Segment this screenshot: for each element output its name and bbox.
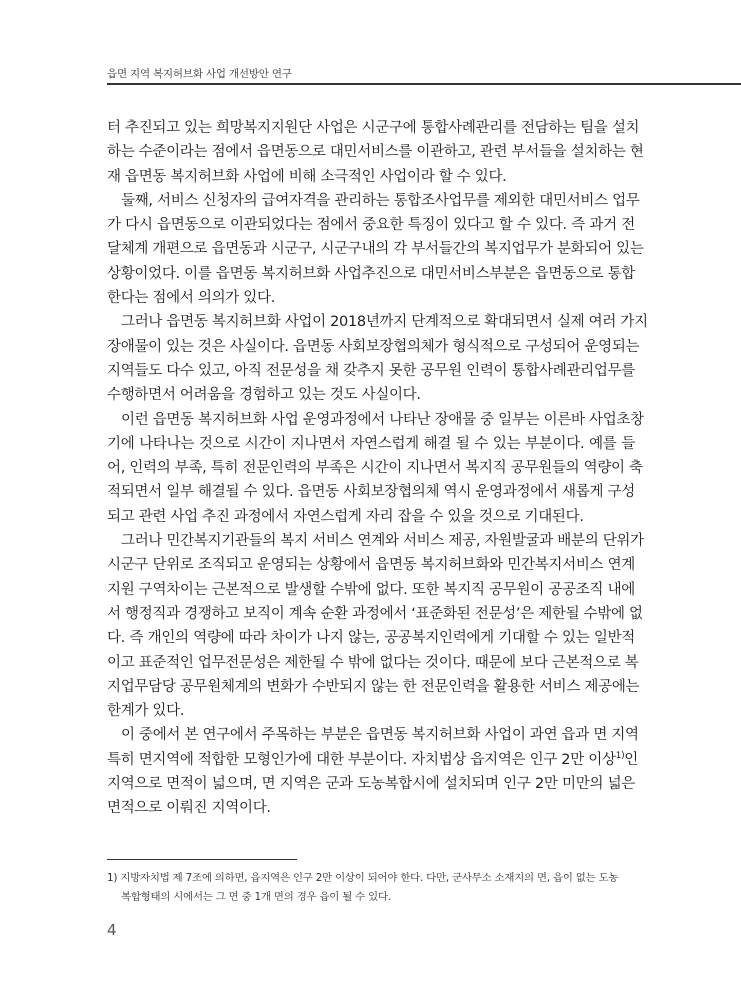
text-line: 그러나 민간복지기관들의 복지 서비스 연계와 서비스 제공, 자원발굴과 배분의 단위가 xyxy=(121,533,644,550)
footnote-line: 복합형태의 시에서는 그 면 중 1개 면의 경우 읍이 될 수 있다. xyxy=(121,891,391,903)
paragraph-5 xyxy=(107,529,644,723)
text-line xyxy=(107,748,639,772)
text-line: 적되면서 일부 해결될 수 있다. 읍면동 사회보장협의체 역시 운영과정에서 새롭게 구성 xyxy=(107,484,635,501)
text-line: 어, 인력의 부족, 특히 전문인력의 부족은 시간이 지나면서 복지직 공무원들의 역량이 축 xyxy=(107,460,643,477)
text-line: 장애물이 있는 것은 사실이다. 읍면동 사회보장협의체가 형식적으로 구성되어 운영되는 xyxy=(107,338,640,355)
footnote-marker: 1) xyxy=(107,872,118,884)
text-line: 한계가 있다. xyxy=(107,703,185,720)
text-line: 시군구 단위로 조직되고 운영되는 상황에서 읍면동 복지허브화와 민간복지서비스 연계 xyxy=(107,557,635,574)
text-line: 가 다시 읍면동으로 이관되었다는 점에서 중요한 특징이 있다고 할 수 있다. 즉 과거 전 xyxy=(107,217,635,234)
text-line: 하는 수준이라는 점에서 읍면동으로 대민서비스를 이관하고, 관련 부서들을 설치하는 현 xyxy=(107,144,644,161)
text-line: 상황이었다. 이를 읍면동 복지허브화 사업추진으로 대민서비스부분은 읍면동으로 통합 xyxy=(107,265,635,282)
paragraph-4 xyxy=(107,408,644,529)
footnote-text: 지방자치법 제 7조에 의하면, 읍지역은 인구 2만 이상이 되어야 한다. 다만, 군사무소 소재지의 면, 읍이 없는 도농 xyxy=(120,872,619,884)
text-line: 한다는 점에서 의의가 있다. xyxy=(107,290,276,307)
text-line: 이런 읍면동 복지허브화 사업 운영과정에서 나타난 장애물 중 일부는 이른바 사업초창 xyxy=(121,411,644,428)
text-line: 그러나 읍면동 복지허브화 사업이 2018년까지 단계적으로 확대되면서 실제 여러 가지 xyxy=(121,314,648,331)
footnote xyxy=(107,869,637,907)
text-line: 다. 즉 개인의 역량에 따라 차이가 나지 않는, 공공복지인력에게 기대할 수 있는 일반적 xyxy=(107,630,635,647)
text-line: 수행하면서 어려움을 경험하고 있는 것도 사실이다. xyxy=(107,387,421,404)
header-rule xyxy=(107,83,741,85)
text-line: 터 추진되고 있는 희망복지지원단 사업은 시군구에 통합사례관리를 전담하는 팀을 설치 xyxy=(107,120,640,136)
running-header: 읍면 지역 복지허브화 사업 개선방안 연구 xyxy=(107,68,292,80)
body-text xyxy=(107,116,648,821)
footnote-line xyxy=(107,869,637,888)
text-line: 이 중에서 본 연구에서 주목하는 부분은 읍면동 복지허브화 사업이 과연 읍과 면 지역 xyxy=(121,727,639,744)
text-line: 둘째, 서비스 신청자의 급여자격을 관리하는 통합조사업무를 제외한 대민서비스 업무 xyxy=(121,192,640,209)
paragraph-2 xyxy=(107,189,644,310)
text-line: 이고 표준적인 업무전문성은 제한될 수 밖에 없다는 것이다. 때문에 보다 근본적으로 복 xyxy=(107,654,639,671)
footnote-reference[interactable]: 1) xyxy=(615,750,625,761)
paragraph-1 xyxy=(107,116,644,189)
paragraph-3 xyxy=(107,310,648,407)
text-line: 되고 관련 사업 추진 과정에서 자연스럽게 자리 잡을 수 있을 것으로 기대된다. xyxy=(107,508,584,525)
text-line: 지역으로 면적이 넓으며, 면 지역은 군과 도농복합시에 설치되며 인구 2만 미만의 넓은 xyxy=(107,776,635,793)
text-line: 지원 구역차이는 근본적으로 발생할 수밖에 없다. 또한 복지직 공무원이 공공조직 내에 xyxy=(107,581,635,598)
text-line: 재 읍면동 복지허브화 사업에 비해 소극적인 사업이라 할 수 있다. xyxy=(107,168,507,185)
text-line: 서 행정직과 경쟁하고 보직이 계속 순환 과정에서 ‘표준화된 전문성’은 제한될 수밖에 없 xyxy=(107,605,643,622)
paragraph-6 xyxy=(107,723,639,820)
page-number: 4 xyxy=(107,921,117,939)
text-segment: 인 xyxy=(624,751,639,768)
text-line: 면적으로 이뤄진 지역이다. xyxy=(107,800,271,817)
text-line: 지역들도 다수 있고, 아직 전문성을 채 갖추지 못한 공무원 인력이 통합사례관리업무를 xyxy=(107,362,635,379)
text-line: 기에 나타나는 것으로 시간이 지나면서 자연스럽게 해결 될 수 있는 부분이다. 예를 들 xyxy=(107,435,635,452)
text-line: 지업무담당 공무원체계의 변화가 수반되지 않는 한 전문인력을 활용한 서비스 제공에는 xyxy=(107,678,640,695)
footnote-rule xyxy=(107,859,297,860)
text-segment: 특히 면지역에 적합한 모형인가에 대한 부분이다. 자치법상 읍지역은 인구 2만 이상 xyxy=(107,751,616,768)
text-line: 달체계 개편으로 읍면동과 시군구, 시군구내의 각 부서들간의 복지업무가 분화되어 있는 xyxy=(107,241,644,258)
